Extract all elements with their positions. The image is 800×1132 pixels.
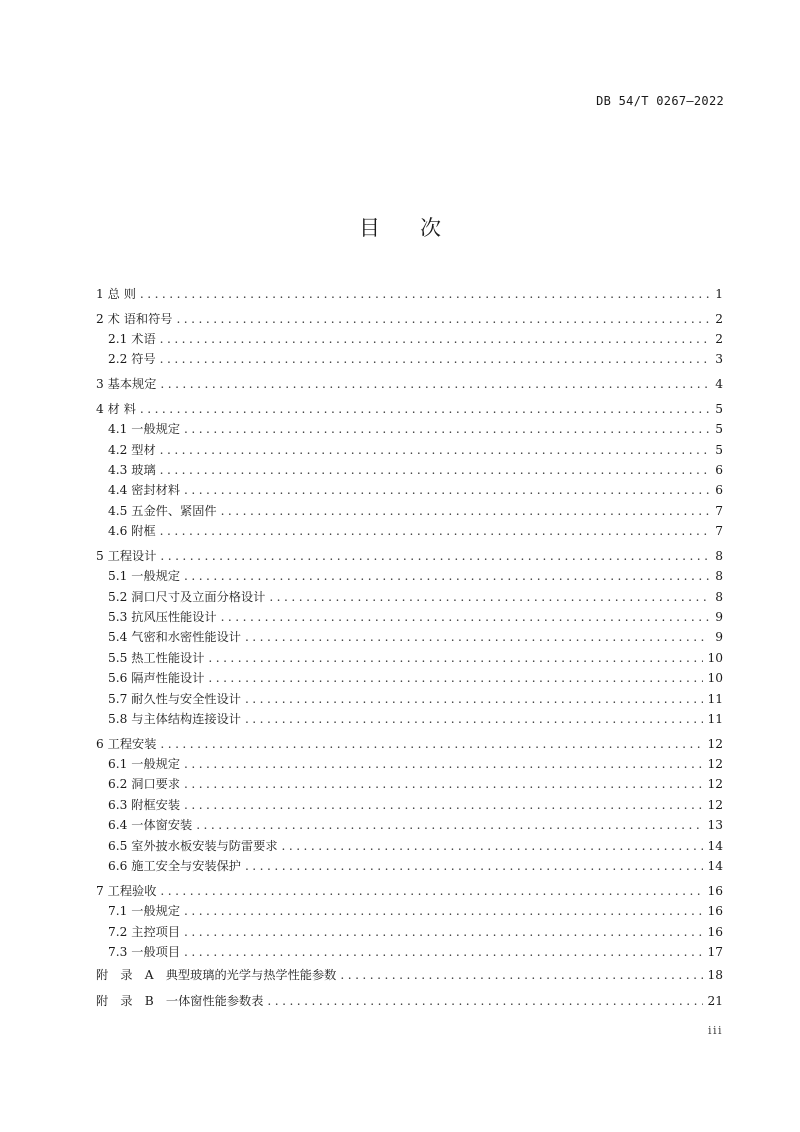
toc-entry-page: 12 <box>707 797 723 812</box>
toc-entry-label: 5.3 抗风压性能设计 <box>108 610 217 625</box>
toc-entry[interactable] <box>96 795 723 815</box>
toc-entry[interactable] <box>96 709 723 729</box>
toc-entry[interactable] <box>96 754 723 774</box>
toc-leader-dots <box>221 607 709 627</box>
toc-entry[interactable] <box>96 349 723 369</box>
toc-entry-label: 4.2 型材 <box>108 442 156 457</box>
toc-entry-page: 14 <box>707 838 723 853</box>
toc-leader-dots <box>160 329 709 349</box>
toc-leader-dots <box>184 480 709 500</box>
toc-leader-dots <box>184 774 703 794</box>
toc-entry-page: 10 <box>707 650 723 665</box>
toc-entry-label: 2.2 符号 <box>108 352 156 367</box>
toc-leader-dots <box>184 754 703 774</box>
toc-entry-label: 6.2 洞口要求 <box>108 777 181 792</box>
toc-entry-label: 4.4 密封材料 <box>108 483 181 498</box>
toc-entry-page: 6 <box>715 483 723 498</box>
toc-entry[interactable] <box>96 440 723 460</box>
toc-leader-dots <box>340 962 703 988</box>
toc-entry[interactable] <box>96 627 723 647</box>
toc-entry[interactable] <box>96 284 723 304</box>
toc-entry-label: 附 录 B 一体窗性能参数表 <box>96 994 264 1009</box>
toc-entry[interactable] <box>96 901 723 921</box>
toc-leader-dots <box>245 856 704 876</box>
toc-entry[interactable] <box>96 419 723 439</box>
toc-entry-label: 5.7 耐久性与安全性设计 <box>108 691 241 706</box>
toc-entry-page: 17 <box>707 944 723 959</box>
toc-entry[interactable] <box>96 734 723 754</box>
toc-entry-page: 9 <box>715 630 723 645</box>
toc-entry-label: 附 录 A 典型玻璃的光学与热学性能参数 <box>96 968 337 983</box>
toc-entry-page: 16 <box>707 924 723 939</box>
toc-entry-page: 2 <box>715 311 723 326</box>
toc-leader-dots <box>160 460 709 480</box>
toc-leader-dots <box>184 566 709 586</box>
page-number: iii <box>707 1024 723 1037</box>
toc-entry-page: 5 <box>715 422 723 437</box>
toc-entry-page: 8 <box>715 589 723 604</box>
toc-entry-label: 2 术 语和符号 <box>96 311 173 326</box>
toc-entry-page: 4 <box>715 377 723 392</box>
toc-leader-dots <box>160 546 709 566</box>
toc-entry-label: 6.3 附框安装 <box>108 797 181 812</box>
toc-entry[interactable] <box>96 881 723 901</box>
toc-entry-page: 8 <box>715 548 723 563</box>
toc-entry-label: 4 材 料 <box>96 401 136 416</box>
toc-entry-label: 6.1 一般规定 <box>108 757 181 772</box>
toc-entry-label: 5.4 气密和水密性能设计 <box>108 630 241 645</box>
toc-leader-dots <box>160 349 709 369</box>
toc-entry-page: 11 <box>707 691 723 706</box>
toc-entry[interactable] <box>96 480 723 500</box>
toc-leader-dots <box>184 942 703 962</box>
toc-entry-label: 5.8 与主体结构连接设计 <box>108 712 241 726</box>
toc-entry-label: 5.5 热工性能设计 <box>108 650 205 665</box>
toc-entry[interactable] <box>96 587 723 607</box>
toc-entry[interactable] <box>96 815 723 835</box>
toc-entry-label: 6 工程安装 <box>96 736 157 751</box>
toc-entry-label: 4.3 玻璃 <box>108 463 156 478</box>
toc-entry[interactable] <box>96 546 723 566</box>
toc-entry[interactable] <box>96 309 723 329</box>
toc-entry-page: 21 <box>707 994 723 1009</box>
toc-leader-dots <box>160 440 709 460</box>
toc-leader-dots <box>208 648 703 668</box>
toc-entry-label: 7.2 主控项目 <box>108 924 181 939</box>
toc-leader-dots <box>160 881 703 901</box>
title-char-1: 目 <box>359 216 380 240</box>
toc-leader-dots <box>184 901 703 921</box>
toc-entry-page: 2 <box>715 332 723 347</box>
toc-leader-dots <box>245 709 704 729</box>
toc-entry-label: 6.5 室外披水板安装与防雷要求 <box>108 838 278 853</box>
toc-leader-dots <box>269 587 709 607</box>
toc-leader-dots <box>245 627 709 647</box>
toc-leader-dots <box>184 419 709 439</box>
toc-entry-label: 7 工程验收 <box>96 883 157 898</box>
toc-entry[interactable] <box>96 774 723 794</box>
toc-entry-label: 6.4 一体窗安装 <box>108 818 193 833</box>
toc-entry-label: 5 工程设计 <box>96 548 157 563</box>
toc-entry-label: 4.1 一般规定 <box>108 422 181 437</box>
toc-entry-label: 1 总 则 <box>96 287 136 301</box>
toc-entry[interactable] <box>96 329 723 349</box>
toc-entry[interactable] <box>96 566 723 586</box>
toc-leader-dots <box>267 988 703 1014</box>
toc-entry[interactable] <box>96 942 723 962</box>
toc-entry-page: 1 <box>715 287 723 301</box>
toc-entry-label: 5.1 一般规定 <box>108 569 181 584</box>
toc-entry[interactable] <box>96 856 723 876</box>
toc-entry-page: 10 <box>707 671 723 686</box>
toc-entry-page: 3 <box>715 352 723 367</box>
toc-entry-label: 2.1 术语 <box>108 332 156 347</box>
document-code: DB 54/T 0267—2022 <box>596 94 724 108</box>
toc-entry-page: 7 <box>715 503 723 518</box>
toc-entry[interactable] <box>96 962 723 988</box>
toc-entry-page: 7 <box>715 524 723 539</box>
toc-leader-dots <box>282 836 704 856</box>
toc-leader-dots <box>140 399 709 419</box>
toc-leader-dots <box>160 734 703 754</box>
toc-entry[interactable] <box>96 521 723 541</box>
toc-leader-dots <box>208 668 703 688</box>
toc-entry-label: 6.6 施工安全与安装保护 <box>108 859 241 874</box>
toc-entry-page: 12 <box>707 757 723 772</box>
toc-entry-page: 18 <box>707 968 723 983</box>
toc-entry-page: 6 <box>715 463 723 478</box>
toc-entry[interactable] <box>96 501 723 521</box>
toc-entry-page: 9 <box>715 610 723 625</box>
toc-entry-page: 12 <box>707 777 723 792</box>
toc-entry[interactable] <box>96 399 723 419</box>
toc-leader-dots <box>140 284 709 304</box>
toc-entry[interactable] <box>96 460 723 480</box>
toc-leader-dots <box>160 521 709 541</box>
title-char-2: 次 <box>420 216 441 240</box>
toc-leader-dots <box>160 374 709 394</box>
toc-entry[interactable] <box>96 648 723 668</box>
toc-entry[interactable] <box>96 988 723 1014</box>
toc-entry-page: 13 <box>707 818 723 833</box>
toc-leader-dots <box>184 922 703 942</box>
page-title <box>0 212 800 242</box>
toc-entry-page: 14 <box>707 859 723 874</box>
toc-entry-label: 4.5 五金件、紧固件 <box>108 503 217 518</box>
toc-entry[interactable] <box>96 922 723 942</box>
toc-entry-page: 12 <box>707 736 723 751</box>
toc-entry[interactable] <box>96 689 723 709</box>
toc-entry-label: 4.6 附框 <box>108 524 156 539</box>
toc-leader-dots <box>176 309 709 329</box>
toc-entry-page: 5 <box>715 401 723 416</box>
toc-leader-dots <box>221 501 709 521</box>
toc-entry-page: 11 <box>707 712 723 726</box>
toc-entry-label: 5.6 隔声性能设计 <box>108 671 205 686</box>
toc-entry[interactable] <box>96 836 723 856</box>
toc-leader-dots <box>245 689 704 709</box>
toc-entry-label: 7.1 一般规定 <box>108 904 181 919</box>
toc-leader-dots <box>196 815 703 835</box>
toc-entry-label: 5.2 洞口尺寸及立面分格设计 <box>108 589 266 604</box>
table-of-contents <box>96 284 723 1014</box>
toc-entry-page: 5 <box>715 442 723 457</box>
toc-entry-label: 7.3 一般项目 <box>108 944 181 959</box>
toc-entry-page: 16 <box>707 904 723 919</box>
toc-entry-label: 3 基本规定 <box>96 377 157 392</box>
toc-entry[interactable] <box>96 607 723 627</box>
toc-entry-page: 8 <box>715 569 723 584</box>
toc-entry-page: 16 <box>707 883 723 898</box>
toc-entry[interactable] <box>96 374 723 394</box>
toc-leader-dots <box>184 795 703 815</box>
toc-entry[interactable] <box>96 668 723 688</box>
